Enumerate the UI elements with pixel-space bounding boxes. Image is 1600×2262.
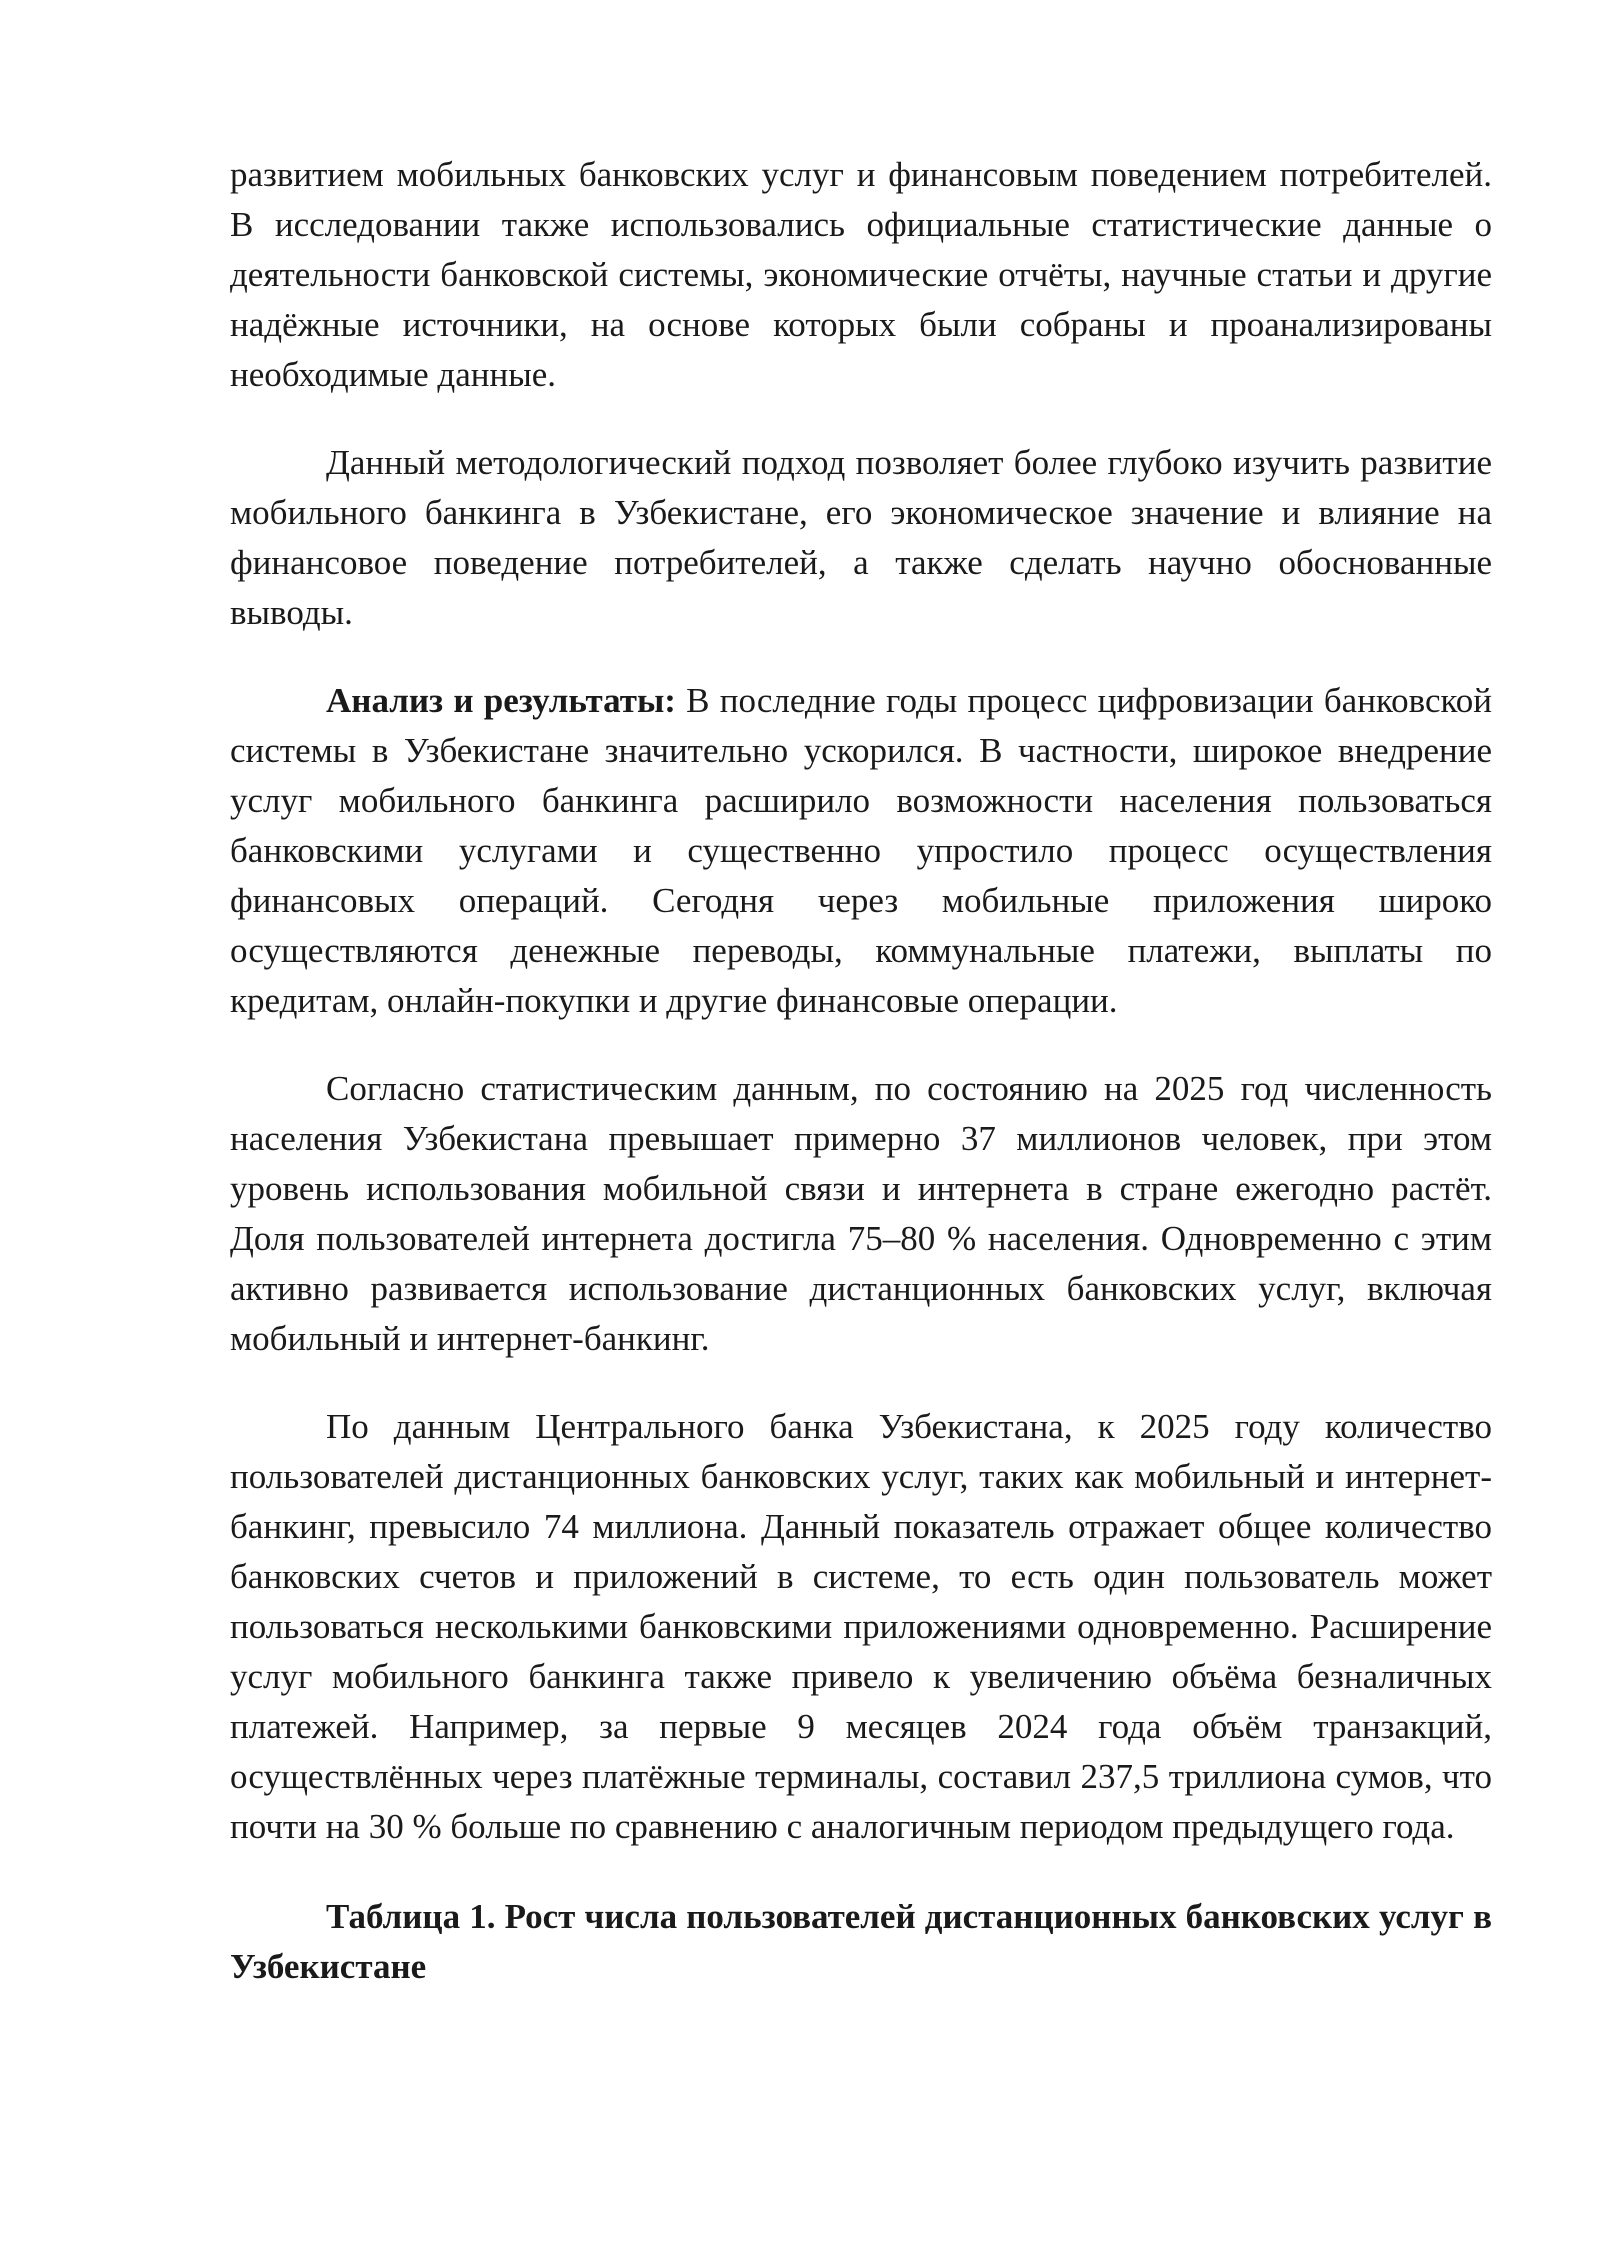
document-page [230,150,1492,1992]
paragraph-continuation: развитием мобильных банковских услуг и финансовым поведением потребителей. В исследовании также использовались официальные статистические данные о деятельности банковской системы, экономические отчёты, научные статьи и другие надёжные источники, на основе которых были собраны и проанализированы необходимые данные. [230,155,1492,394]
paragraph-statistics: Согласно статистическим данным, по состоянию на 2025 год численность населения Узбекистана превышает примерно 37 миллионов человек, при этом уровень использования мобильной связи и интернета в стране ежегодно растёт. Доля пользователей интернета достигла 75–80 % населения. Одновременно с этим активно развивается использование дистанционных банковских услуг, включая мобильный и интернет-банкинг. [230,1069,1492,1358]
table-caption: Таблица 1. Рост числа пользователей дистанционных банковских услуг в Узбекистане [230,1897,1492,1986]
paragraph-central-bank: По данным Центрального банка Узбекистана, к 2025 году количество пользователей дистанционных банковских услуг, таких как мобильный и интернет-банкинг, превысило 74 миллиона. Данный показатель отражает общее количество банковских счетов и приложений в системе, то есть один пользователь может пользоваться несколькими банковскими приложениями одновременно. Расширение услуг мобильного банкинга также привело к увеличению объёма безналичных платежей. Например, за первые 9 месяцев 2024 года объём транзакций, осуществлённых через платёжные терминалы, составил 237,5 триллиона сумов, что почти на 30 % больше по сравнению с аналогичным периодом предыдущего года. [230,1407,1492,1846]
paragraph-analysis-text: В последние годы процесс цифровизации банковской системы в Узбекистане значительно ускорился. В частности, широкое внедрение услуг мобильного банкинга расширило возможности населения пользоваться банковскими услугами и существенно упростило процесс осуществления финансовых операций. Сегодня через мобильные приложения широко осуществляются денежные переводы, коммунальные платежи, выплаты по кредитам, онлайн-покупки и другие финансовые операции. [230,681,1492,1020]
paragraph-analysis [230,676,1492,1026]
section-heading-analysis: Анализ и результаты: [326,681,676,720]
paragraph-methodology: Данный методологический подход позволяет более глубоко изучить развитие мобильного банкинга в Узбекистане, его экономическое значение и влияние на финансовое поведение потребителей, а также сделать научно обоснованные выводы. [230,443,1492,632]
